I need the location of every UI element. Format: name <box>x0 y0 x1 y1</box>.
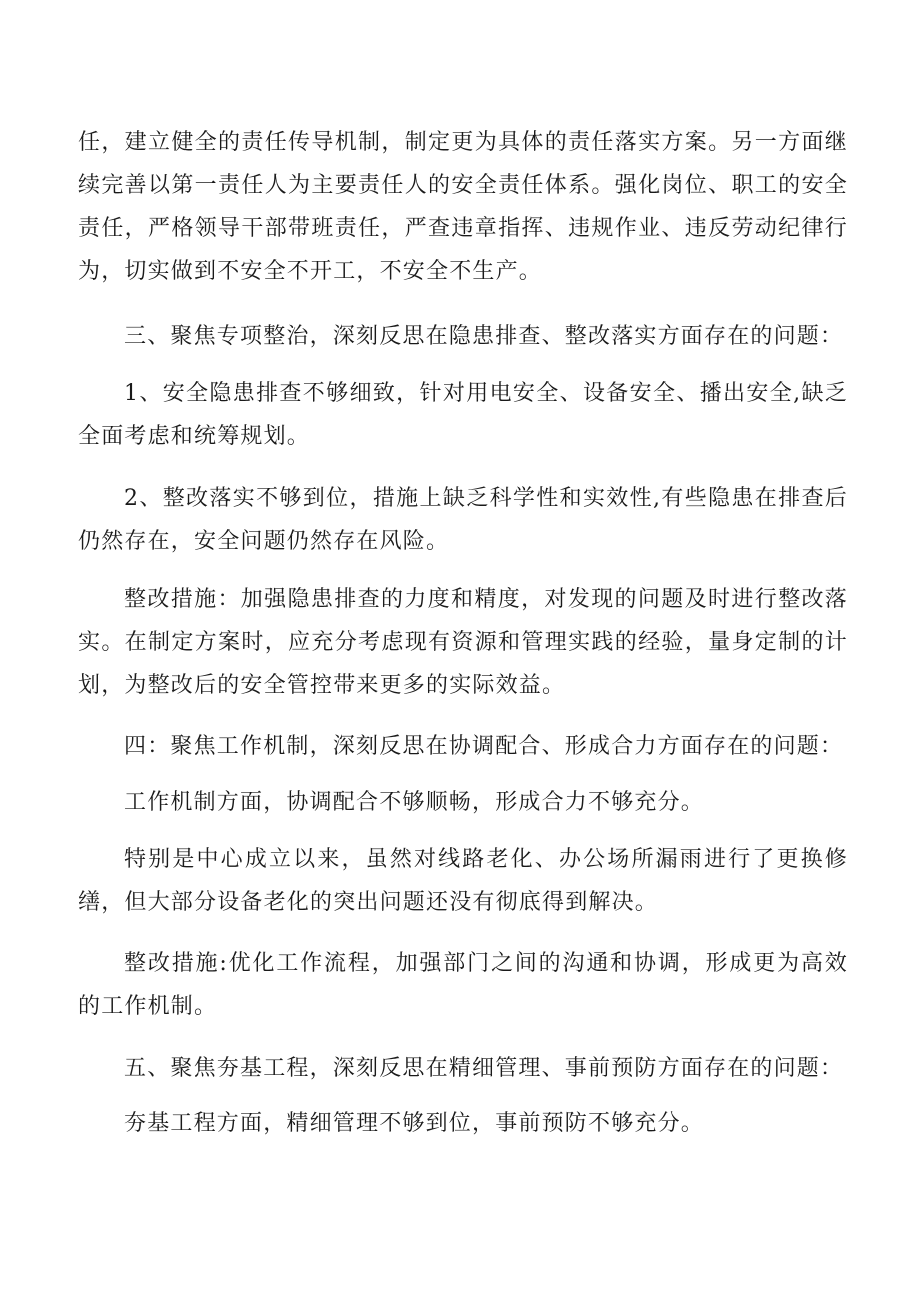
paragraph-rectification-measures-one: 整改措施：加强隐患排查的力度和精度，对发现的问题及时进行整改落实。在制定方案时，应充分考虑现有资源和管理实践的经验，量身定制的计划，为整改后的安全管控带来更多的实际效益。 <box>78 587 848 698</box>
heading-section-three: 三、聚焦专项整治，深刻反思在隐患排查、整改落实方面存在的问题： <box>124 324 844 349</box>
paragraph-work-mechanism: 工作机制方面，协调配合不够顺畅，形成合力不够充分。 <box>124 790 705 815</box>
paragraph-equipment-aging: 特别是中心成立以来，虽然对线路老化、办公场所漏雨进行了更换修缮，但大部分设备老化的突出问题还没有彻底得到解决。 <box>78 847 848 915</box>
paragraph-issue-one: 1、安全隐患排查不够细致，针对用电安全、设备安全、播出安全,缺乏全面考虑和统筹规划。 <box>78 381 848 449</box>
paragraph-responsibility-system: 任，建立健全的责任传导机制，制定更为具体的责任落实方案。另一方面继续完善以第一责任人为主要责任人的安全责任体系。强化岗位、职工的安全责任，严格领导干部带班责任，严查违章指挥、违规作业、违反劳动纪律行为，切实做到不安全不开工，不安全不生产。 <box>78 130 848 284</box>
paragraph-foundation-project: 夯基工程方面，精细管理不够到位，事前预防不够充分。 <box>124 1111 705 1136</box>
heading-section-four: 四：聚焦工作机制，深刻反思在协调配合、形成合力方面存在的问题： <box>124 734 844 759</box>
paragraph-issue-two: 2、整改落实不够到位，措施上缺乏科学性和实效性,有些隐患在排查后仍然存在，安全问题仍然存在风险。 <box>78 486 848 554</box>
paragraph-rectification-measures-two: 整改措施:优化工作流程，加强部门之间的沟通和协调，形成更为高效的工作机制。 <box>78 951 848 1019</box>
heading-section-five: 五、聚焦夯基工程，深刻反思在精细管理、事前预防方面存在的问题： <box>124 1056 844 1081</box>
